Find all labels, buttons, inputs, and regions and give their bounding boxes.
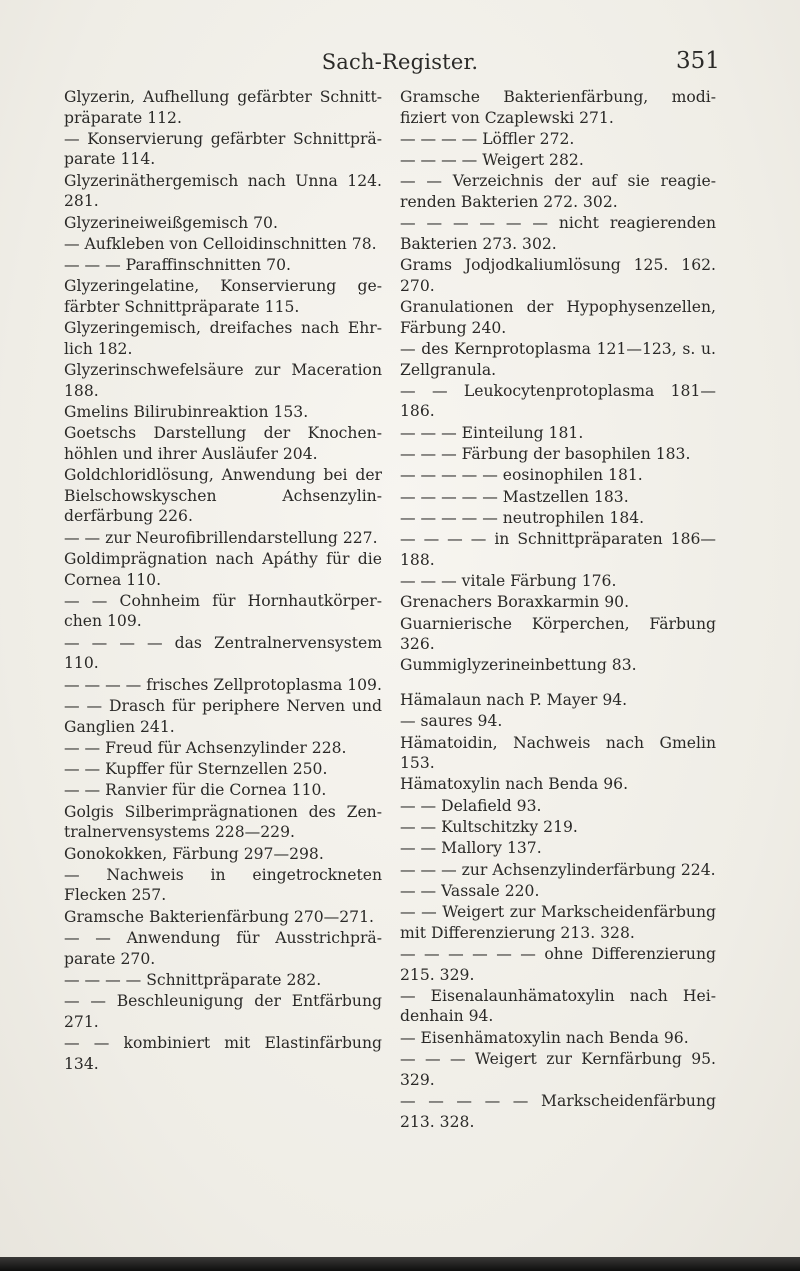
index-entry: — — — — das Zentralnervensystem 110. — [64, 633, 382, 673]
index-entry: — — Beschleunigung der Entfärbung 271. — [64, 992, 382, 1031]
index-entry: — — Delafield 93. — [400, 796, 542, 815]
index-entry: — — — Paraffinschnitten 70. — [64, 256, 291, 275]
index-entry: Gummiglyzerineinbettung 83. — [400, 656, 637, 675]
right-column — [400, 87, 716, 1133]
index-entry: — — — Einteilung 181. — [400, 423, 584, 442]
index-entry: — — Vassale 220. — [400, 881, 540, 900]
index-entry: — — — — — neutrophilen 184. — [400, 508, 645, 527]
index-entry: Glyzerin, Aufhellung gefärbter Schnitt-präparate 112. — [64, 88, 382, 127]
index-entry: Hämatoxylin nach Benda 96. — [400, 775, 629, 794]
index-entry: — — — — in Schnittpräparaten 186—188. — [400, 530, 716, 569]
index-entry: — — — — frisches Zellprotoplasma 109. — [64, 675, 382, 694]
index-entry: Glyzeringelatine, Konservierung ge-färbter Schnittpräparate 115. — [64, 277, 382, 317]
index-entry: Gonokokken, Färbung 297—298. — [64, 844, 324, 863]
index-entry: — — — — — Markscheidenfärbung 213. 328. — [400, 1091, 716, 1131]
index-entry: Gramsche Bakterienfärbung 270—271. — [64, 907, 374, 926]
index-entry: — — Leukocytenprotoplasma 181—186. — [400, 381, 716, 421]
index-entry: — — — — Löffler 272. — [400, 129, 575, 148]
index-entry: — — kombiniert mit Elastinfärbung 134. — [64, 1033, 382, 1073]
index-entry: Granulationen der Hypophysenzellen, Färbung 240. — [400, 298, 716, 337]
index-entry: Gmelins Bilirubinreaktion 153. — [64, 403, 309, 422]
index-entry: — — — zur Achsenzylinderfärbung 224. — [400, 860, 716, 879]
index-entry: — Eisenalaunhämatoxylin nach Hei-denhain 94. — [400, 986, 716, 1026]
index-entry: Goldchloridlösung, Anwendung bei der Bielschowskyschen Achsenzylin-derfärbung 226. — [64, 466, 382, 526]
index-entry: — — Ranvier für die Cornea 110. — [64, 781, 327, 800]
index-entry: — saures 94. — [400, 712, 503, 731]
index-entry: — — Verzeichnis der auf sie reagie-renden Bakterien 272. 302. — [400, 172, 716, 212]
index-entry: — des Kernprotoplasma 121—123, s. u. Zellgranula. — [400, 339, 716, 379]
index-entry: Goetschs Darstellung der Knochen-höhlen und ihrer Ausläufer 204. — [64, 424, 382, 463]
index-entry: — — — — — Mastzellen 183. — [400, 487, 629, 506]
index-entry: — — Mallory 137. — [400, 839, 542, 858]
index-entry: — — — — — eosinophilen 181. — [400, 466, 643, 485]
index-entry: — — Kultschitzky 219. — [400, 818, 578, 836]
index-entry: — — — Färbung der basophilen 183. — [400, 444, 691, 463]
index-entry: Grenachers Boraxkarmin 90. — [400, 593, 630, 612]
index-entry: — — — — — — ohne Differenzierung 215. 329. — [400, 945, 716, 984]
running-head: Sach-Register. — [321, 50, 479, 74]
index-entry: — — — — Schnittpräparate 282. — [64, 970, 322, 989]
index-entry: Hämatoidin, Nachweis nach Gmelin 153. — [400, 733, 716, 773]
index-entry: — — Freud für Achsenzylinder 228. — [64, 738, 347, 757]
index-entry: Glyzerinschwefelsäure zur Maceration 188. — [64, 361, 382, 400]
index-entry: Glyzerinäthergemisch nach Unna 124. 281. — [64, 171, 382, 211]
index-entry: — — — — Weigert 282. — [400, 151, 584, 170]
index-entry: — — Anwendung für Ausstrichprä-parate 270. — [64, 928, 382, 968]
index-entry: Grams Jodjodkaliumlösung 125. 162. 270. — [400, 256, 716, 295]
index-entry: — — Drasch für periphere Nerven und Ganglien 241. — [64, 696, 382, 736]
index-entry: — — zur Neurofibrillendarstellung 227. — [64, 528, 378, 547]
index-entry: Glyzeringemisch, dreifaches nach Ehr-lich 182. — [64, 319, 382, 358]
index-entry: Guarnierische Körperchen, Färbung 326. — [400, 614, 716, 654]
index-entry: Hämalaun nach P. Mayer 94. — [400, 691, 628, 709]
page-number: 351 — [676, 48, 720, 74]
index-entry: — Aufkleben von Celloidinschnitten 78. — [64, 234, 377, 253]
index-entry: Glyzerineiweißgemisch 70. — [64, 213, 278, 232]
index-entry: — — — Weigert zur Kernfärbung 95. 329. — [400, 1050, 716, 1089]
index-entry: — — Kupffer für Sternzellen 250. — [64, 760, 328, 779]
index-entry: Golgis Silberimprägnationen des Zen-tralnervensystems 228—229. — [64, 802, 382, 842]
page-bottom-edge — [0, 1257, 800, 1271]
index-entry: — Eisenhämatoxylin nach Benda 96. — [400, 1028, 689, 1047]
index-entry: Gramsche Bakterienfärbung, modi-fiziert von Czaplewski 271. — [400, 88, 716, 127]
index-entry: — Konservierung gefärbter Schnittprä-parate 114. — [64, 129, 382, 169]
index-entry: — — — — — — nicht reagierenden Bakterien 273. 302. — [400, 214, 716, 253]
index-entry: — — Cohnheim für Hornhautkörper-chen 109. — [64, 591, 382, 631]
index-entry: — — Weigert zur Markscheidenfärbung mit Differenzierung 213. 328. — [400, 903, 716, 942]
index-entry: Goldimprägnation nach Apáthy für die Cornea 110. — [64, 550, 382, 589]
left-column — [64, 87, 382, 1075]
index-entry: — — — vitale Färbung 176. — [400, 571, 617, 590]
index-entry: — Nachweis in eingetrockneten Flecken 257. — [64, 865, 382, 905]
